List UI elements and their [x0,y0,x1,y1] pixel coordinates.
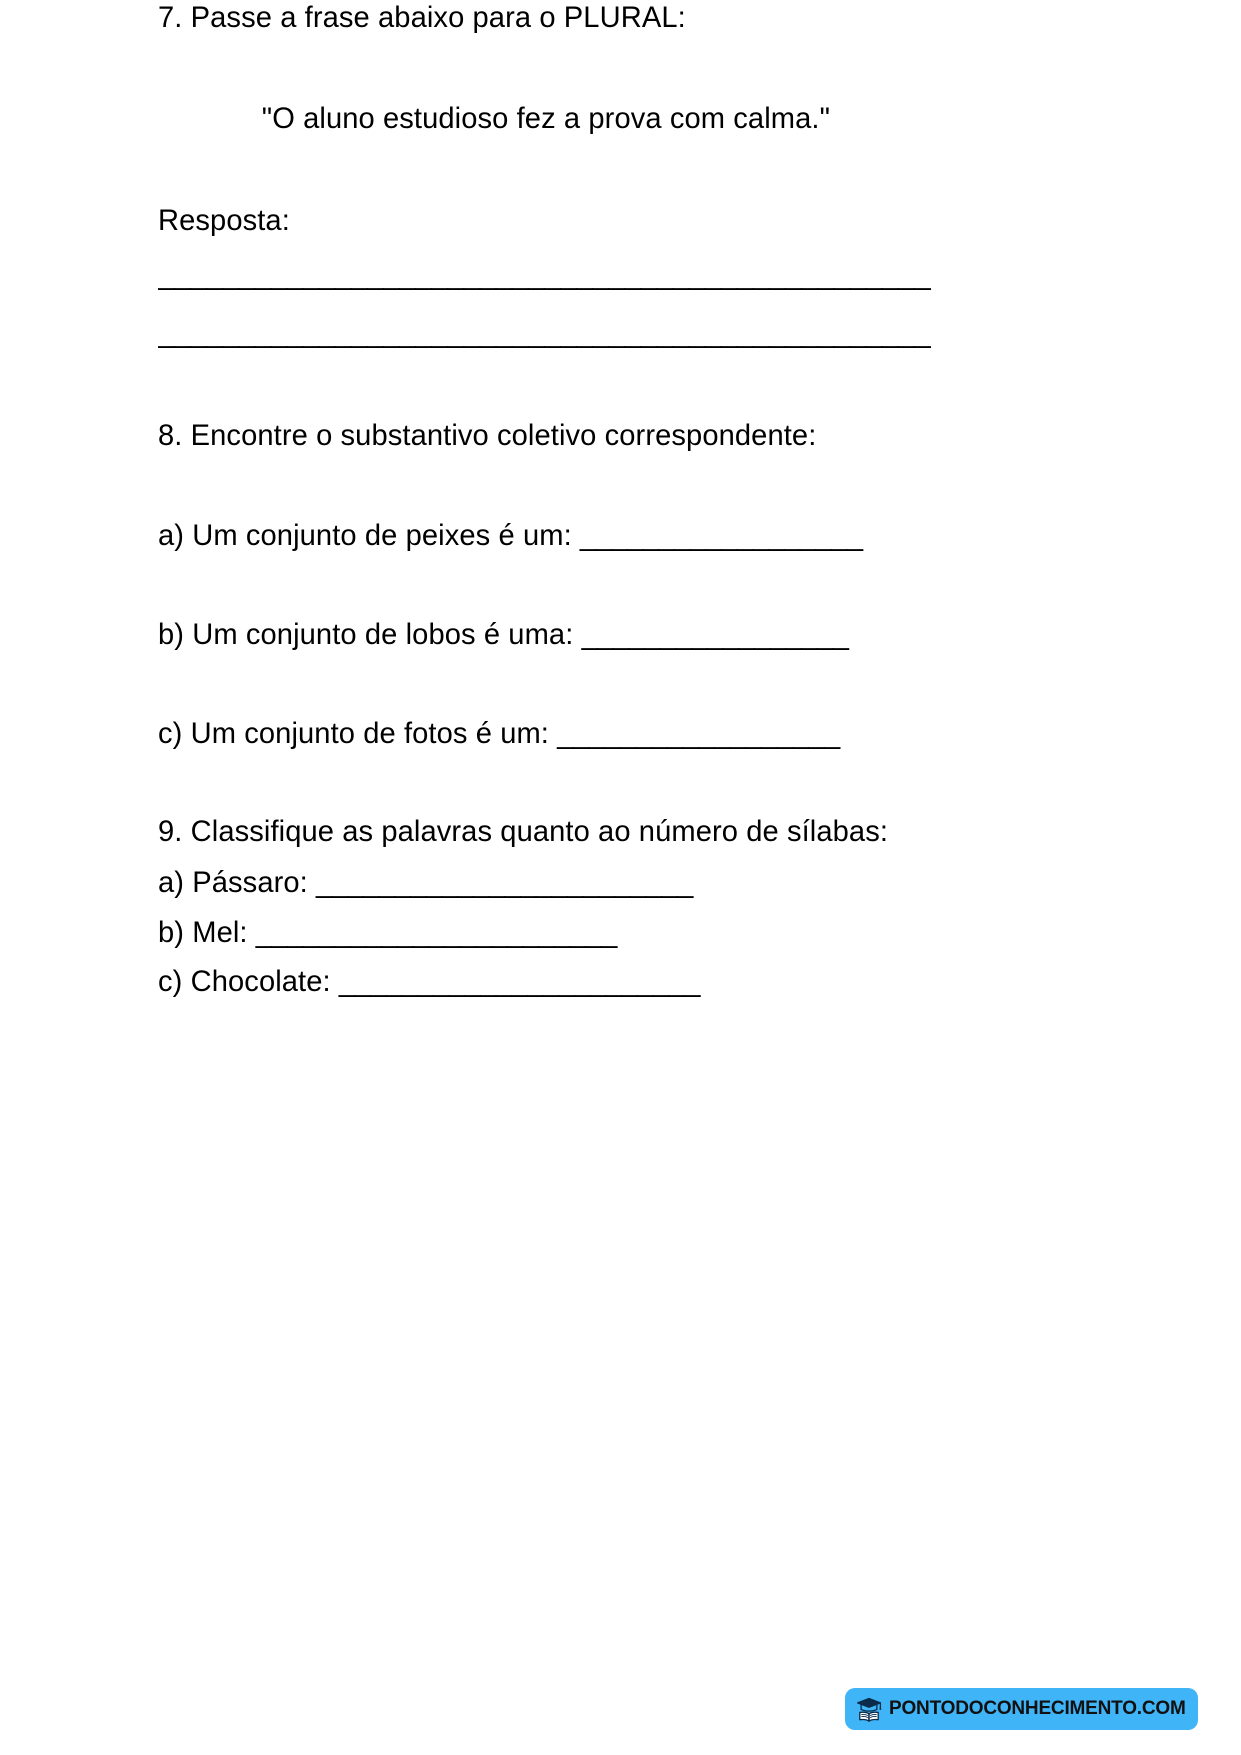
question-8-item-a-label: a) Um conjunto de peixes é um: [158,518,580,552]
question-9-heading: 9. Classifique as palavras quanto ao número de sílabas: [158,814,889,848]
spacer [158,35,1098,101]
question-9-item-c-rule[interactable]: _______________________ [338,964,700,998]
question-8-heading: 8. Encontre o substantivo coletivo correspondente: [158,419,817,453]
question-8-item-b-rule[interactable]: _________________ [581,617,849,651]
question-7-quote: "O aluno estudioso fez a prova com calma." [261,102,831,136]
question-9-item-c [158,964,1070,999]
question-7-answer-rule-1[interactable]: ________________________________________________ [158,260,931,291]
graduation-cap-book-icon [855,1695,883,1723]
footer-brand-badge[interactable] [845,1688,1198,1730]
question-8-item-c [158,716,1070,751]
question-9-item-a [158,865,1070,900]
spacer [158,849,1098,865]
question-9-item-c-label: c) Chocolate: [158,964,339,998]
question-7-answer-rule-2[interactable]: ________________________________________________ [158,318,931,349]
question-7-heading: 7. Passe a frase abaixo para o PLURAL: [158,1,686,34]
question-8-item-c-label: c) Um conjunto de fotos é um: [158,717,558,751]
question-9-item-b [158,915,1070,950]
question-8-item-a [158,518,1070,553]
spacer [158,652,1098,716]
spacer [158,454,1098,518]
question-9-item-b-rule[interactable]: _______________________ [255,915,617,949]
spacer [158,348,1098,418]
question-8-item-b-label: b) Um conjunto de lobos é uma: [158,617,582,651]
spacer [158,752,1098,814]
footer-brand-text: PONTODOCONHECIMENTO.COM [889,1698,1186,1719]
worksheet-content [158,0,1098,999]
spacer [158,238,1098,260]
spacer [158,553,1098,617]
question-9-item-a-label: a) Pássaro: [158,866,317,900]
question-8-item-a-rule[interactable]: __________________ [579,518,863,552]
question-9-item-b-label: b) Mel: [158,915,256,949]
spacer [158,950,1098,964]
question-9-item-a-rule[interactable]: ________________________ [316,866,693,900]
question-8-item-b [158,617,1070,652]
spacer [158,137,1098,203]
spacer [158,901,1098,915]
question-7-answer-label: Resposta: [158,203,290,237]
question-8-item-c-rule[interactable]: __________________ [557,717,840,751]
spacer [158,290,1098,318]
